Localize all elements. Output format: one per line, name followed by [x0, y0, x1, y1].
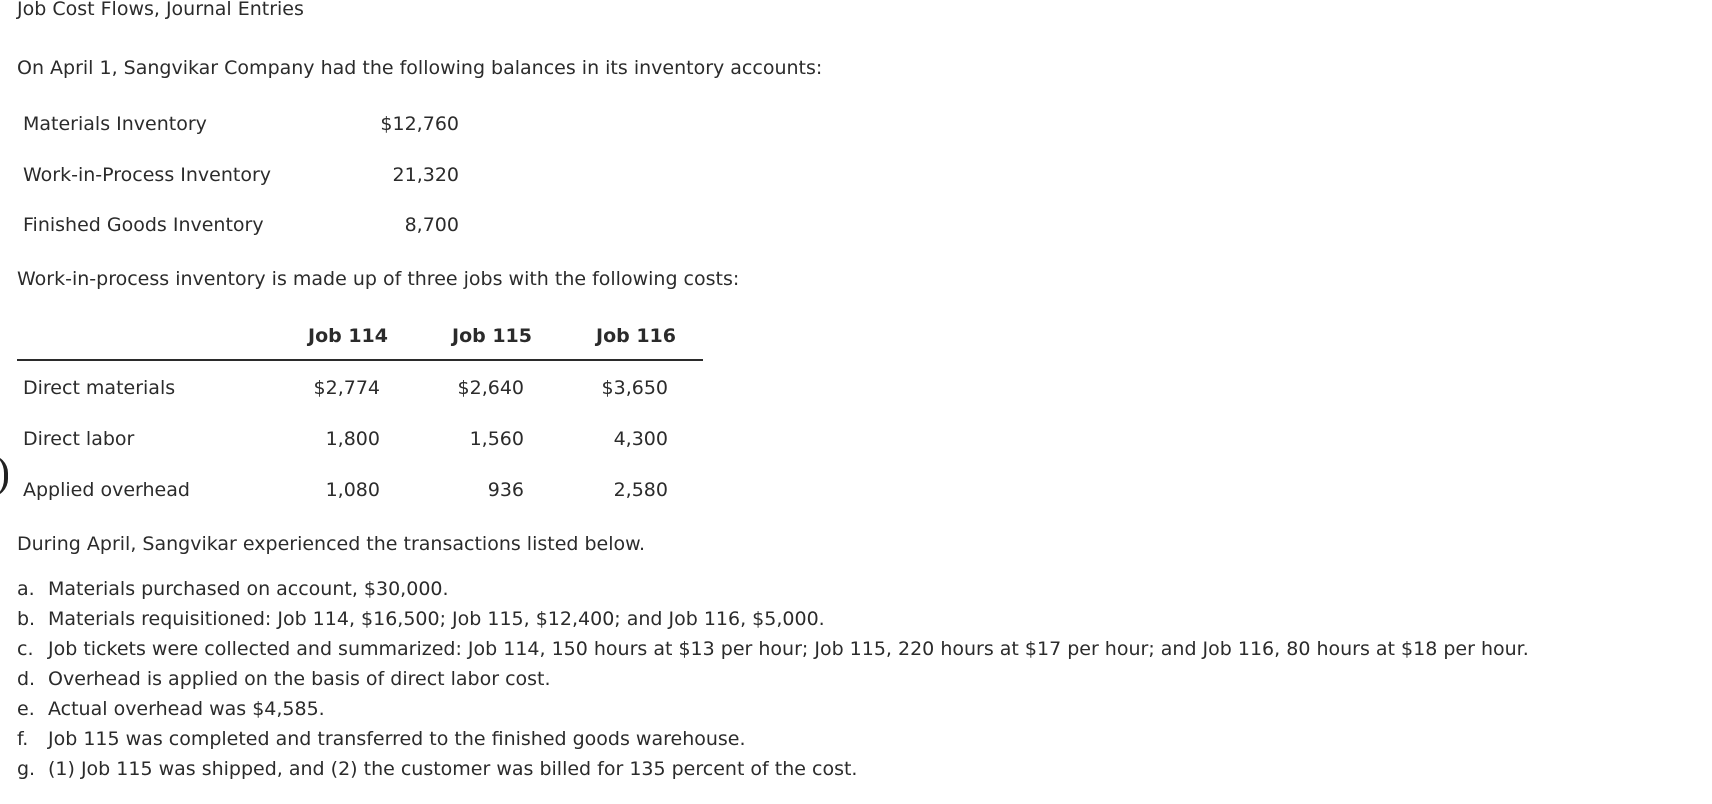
edge-bracket-decoration: [0, 455, 8, 497]
list-item: [17, 724, 1529, 754]
list-item: [17, 574, 1529, 604]
item-letter: b.: [17, 608, 36, 630]
item-text: Job tickets were collected and summarized: Job 114, 150 hours at $13 per hour; Job 115, 220 hours at $17 per hour; and Job 116, 80 hours at $18 per hour.: [48, 638, 1529, 660]
list-item: [17, 754, 1529, 784]
item-text: (1) Job 115 was shipped, and (2) the customer was billed for 135 percent of the cost.: [48, 758, 858, 780]
transactions-intro: During April, Sangvikar experienced the transactions listed below.: [17, 533, 645, 555]
item-letter: f.: [17, 728, 29, 750]
item-letter: c.: [17, 638, 34, 660]
table-cell: 2,580: [613, 479, 668, 501]
table-cell: $3,650: [601, 377, 668, 399]
item-letter: d.: [17, 668, 36, 690]
balance-label: Work-in-Process Inventory: [23, 164, 272, 186]
item-text: Actual overhead was $4,585.: [48, 698, 325, 720]
table-cell: 1,800: [325, 428, 380, 450]
table-cell: $2,774: [313, 377, 380, 399]
balance-value: $12,760: [380, 113, 459, 135]
list-item: [17, 664, 1529, 694]
header-divider: [17, 359, 703, 361]
row-label-direct-labor: Direct labor: [23, 428, 135, 450]
list-item: [17, 634, 1529, 664]
item-letter: e.: [17, 698, 35, 720]
item-text: Materials requisitioned: Job 114, $16,500; Job 115, $12,400; and Job 116, $5,000.: [48, 608, 825, 630]
wip-intro-text: Work-in-process inventory is made up of three jobs with the following costs:: [17, 268, 740, 290]
balance-value: 21,320: [392, 164, 459, 186]
list-item: [17, 604, 1529, 634]
balance-value: 8,700: [404, 214, 459, 236]
table-cell: 1,560: [469, 428, 524, 450]
row-label-direct-materials: Direct materials: [23, 377, 176, 399]
column-header-job-115: Job 115: [452, 325, 532, 347]
item-text: Overhead is applied on the basis of direct labor cost.: [48, 668, 551, 690]
list-item: [17, 694, 1529, 724]
balance-label: Finished Goods Inventory: [23, 214, 264, 236]
balance-label: Materials Inventory: [23, 113, 207, 135]
intro-text: On April 1, Sangvikar Company had the following balances in its inventory accounts:: [17, 57, 823, 79]
item-text: Materials purchased on account, $30,000.: [48, 578, 449, 600]
item-letter: g.: [17, 758, 36, 780]
row-label-applied-overhead: Applied overhead: [23, 479, 190, 501]
column-header-job-116: Job 116: [596, 325, 676, 347]
table-cell: 4,300: [613, 428, 668, 450]
table-cell: 936: [487, 479, 524, 501]
item-text: Job 115 was completed and transferred to the finished goods warehouse.: [48, 728, 746, 750]
transactions-list: [17, 574, 1529, 784]
column-header-job-114: Job 114: [308, 325, 388, 347]
table-cell: 1,080: [325, 479, 380, 501]
item-letter: a.: [17, 578, 35, 600]
table-cell: $2,640: [457, 377, 524, 399]
page-title: Job Cost Flows, Journal Entries: [17, 0, 304, 20]
